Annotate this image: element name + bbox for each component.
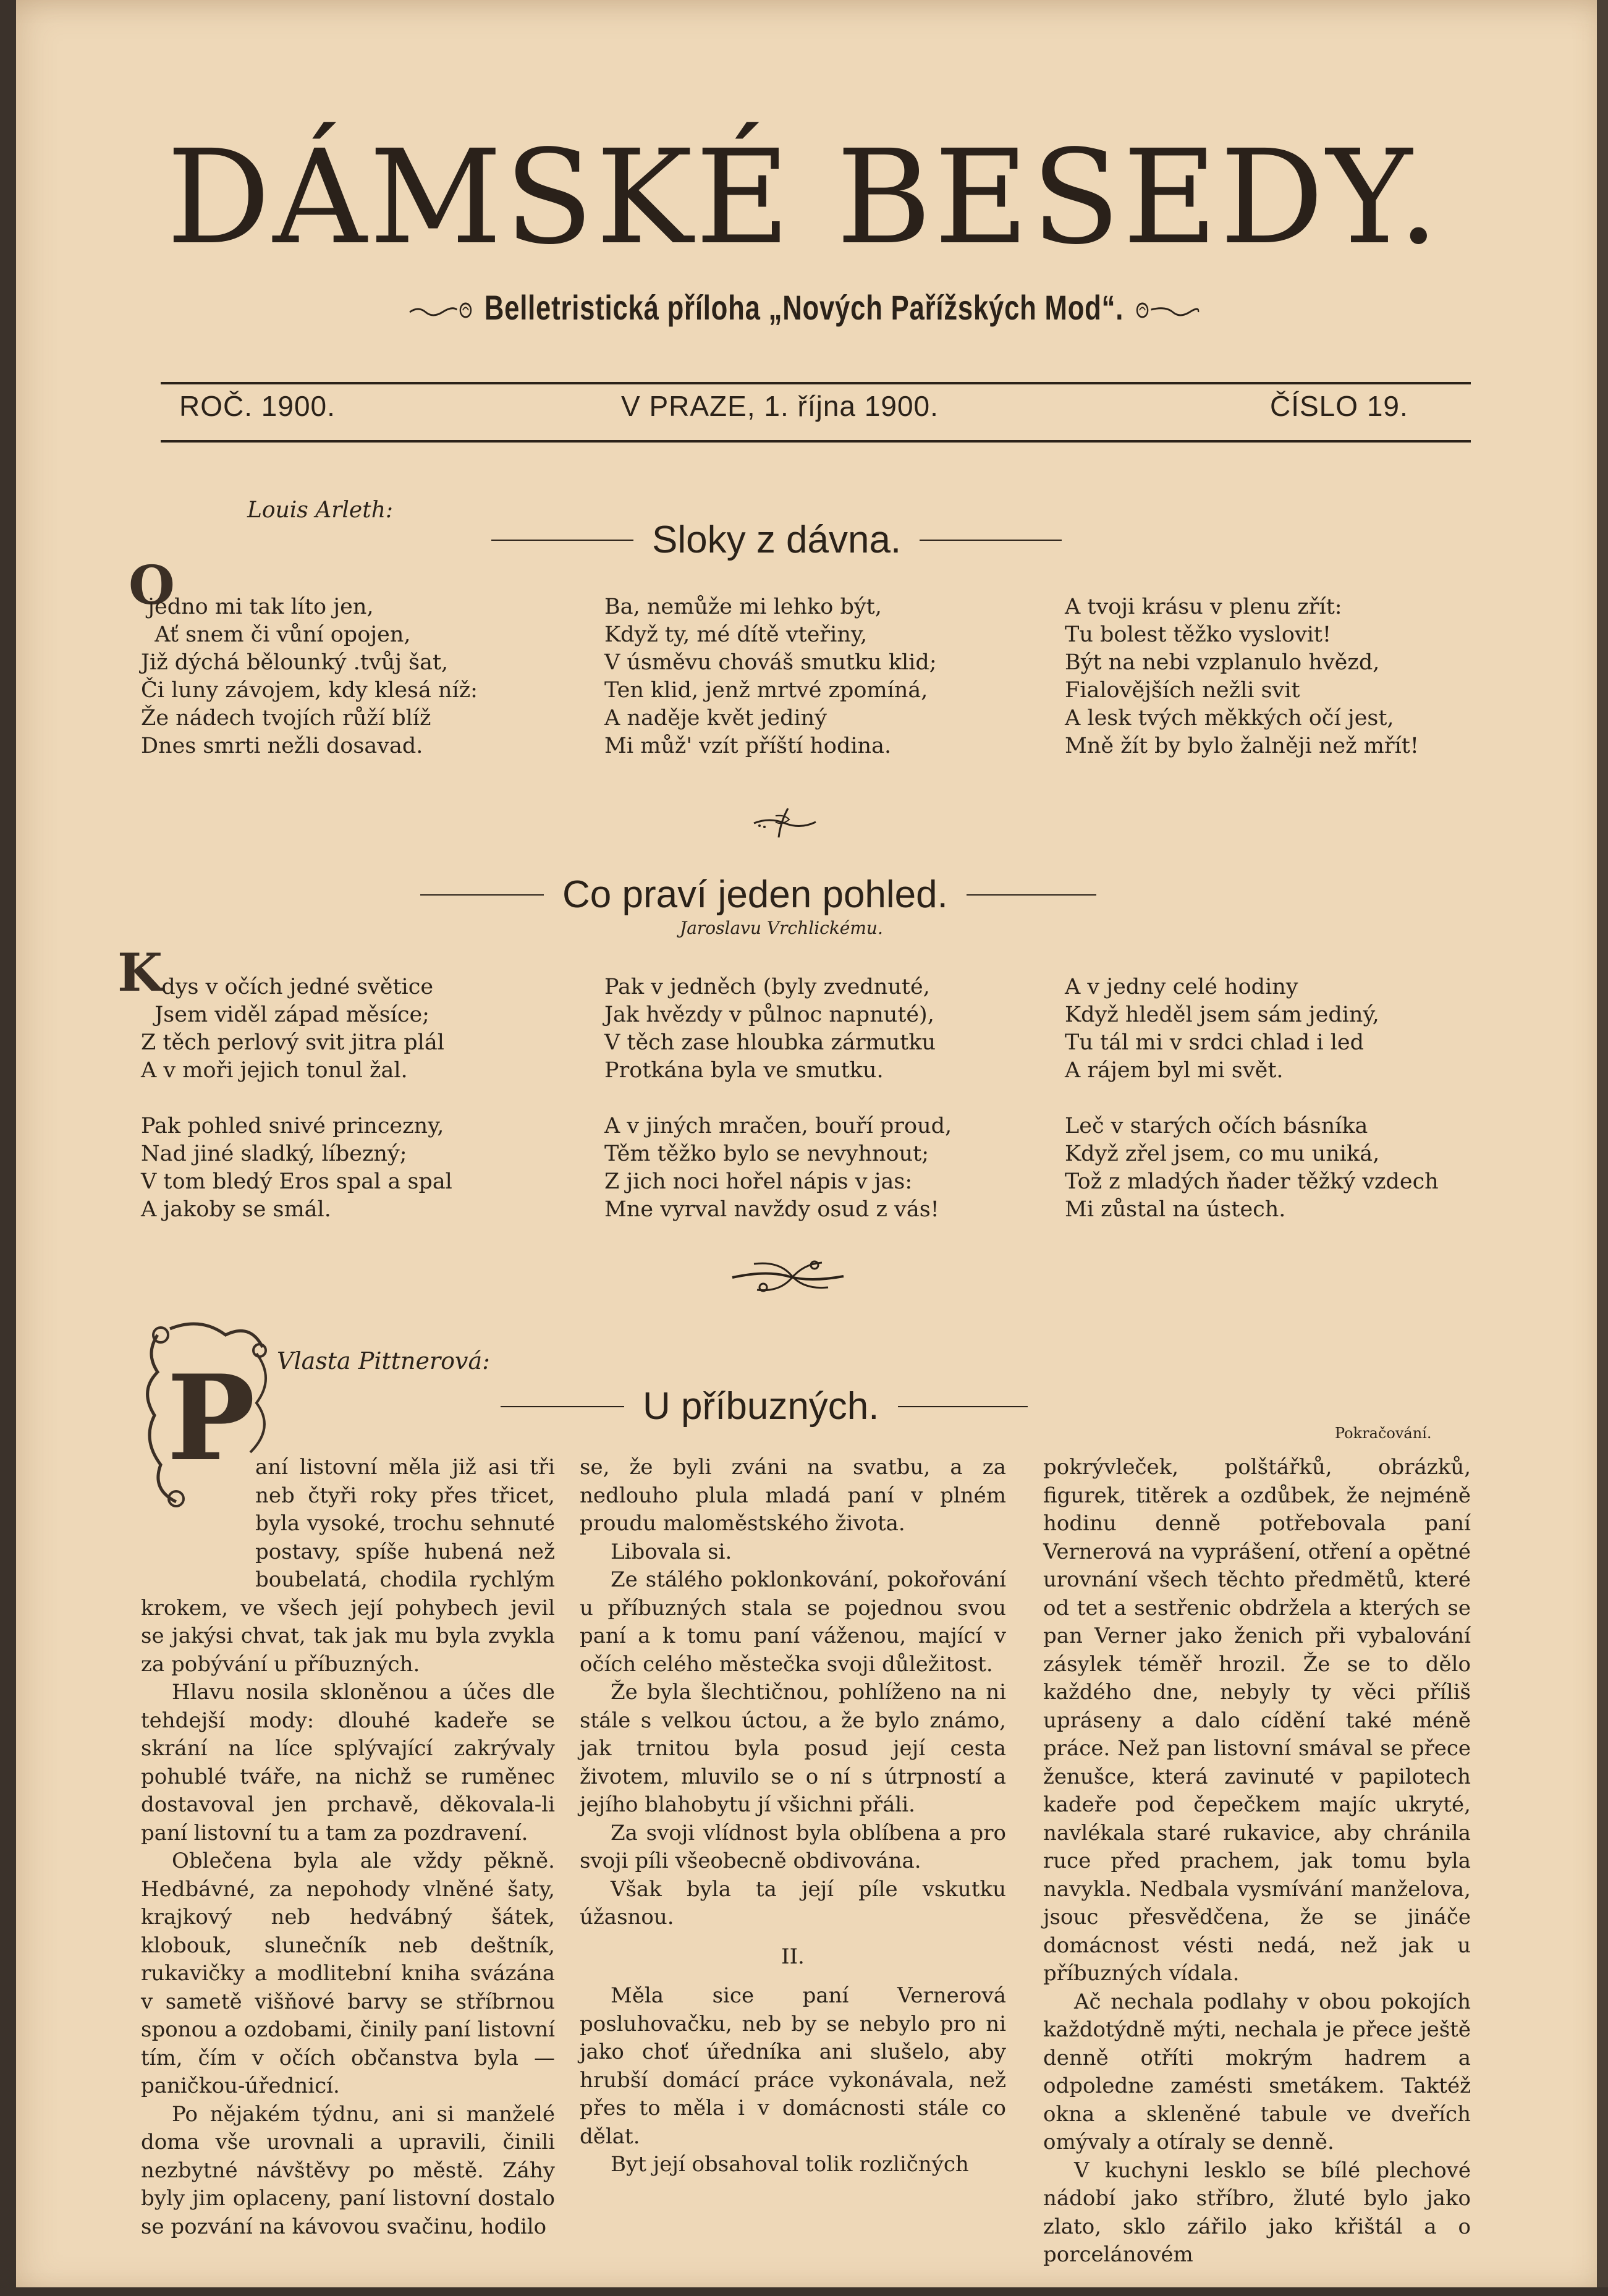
large-fleuron-icon (729, 1252, 847, 1301)
paragraph: Měla sice paní Vernerová posluhovačku, neb by se nebylo pro ni jako choť úředníka ani slušelo, aby hrubší domácí práce vykonávala, než přes to měla i v domácnosti stále co dělat. (580, 1983, 1006, 2149)
paragraph: pokrývleček, polštářků, obrázků, figurek, titěrek a ozdůbek, že nejméně hodinu denně potřebovala paní Vernerová na vyprášení, otření a opětné urovnání všech těchto předmětů, které od tet a sestřenic obdržela a kterých se pan Verner jako ženich při vybalování zásylek téměř hrozil. Že se to dělo každého dne, nebyly ty věci příliš upráseny a dalo cídění také méně práce. Než pan listovní smával se přece ženušce, která zavinuté v papilotech kadeře pod čepečkem majíc ukryté, navlékala staré rukavice, aby chránila ruce před prachem, jak tomu byla navykla. Nedbala vysmívání manželova, jsouc přesvědčena, že se jináče domácnost vésti nedá, než jak u příbuzných vídala. (1043, 1455, 1471, 1986)
paragraph: V kuchyni lesklo se bílé plechové nádobí jako stříbro, žluté bylo jako zlato, sklo zářilo jako křištál a o porcelánovém (1043, 2158, 1471, 2267)
story-initial: P (167, 1349, 255, 1487)
dateline-bottom-rule (161, 440, 1471, 443)
paragraph: se, že byli zváni na svatbu, a za nedlouho plula mladá paní v plném proudu maloměstského života. (580, 1455, 1006, 1536)
ornament-right-icon (1132, 301, 1199, 320)
story-continued-note: Pokračování. (1335, 1425, 1432, 1442)
poem1-title-row (491, 518, 1062, 562)
masthead-title: DÁMSKÉ BESEDY. (166, 122, 1442, 273)
dateline-year: ROČ. 1900. (179, 390, 336, 422)
paragraph: aní listovní měla již asi tři neb čtyři roky přes třicet, byla vysoké, trochu sehnuté postavy, spíše hubená než boubelatá, chodila rychlým krokem, ve všech její pohybech jevil se jakýsi chvat, tak jak mu byla zvykla za pobývání u příbuzných. (141, 1455, 555, 1677)
story-title: U příbuzných. (643, 1385, 879, 1428)
poem2-dedication: Jaroslavu Vrchlickému. (680, 918, 883, 938)
poem2-initial: K (117, 942, 163, 1003)
poem1-column-2: Ba, nemůže mi lehko být, Když ty, mé dítě vteřiny, V úsměvu chováš smutku klid; Ten klid, jenž mrtvé zpomíná, A naděje květ jediný Mi můž' vzít příští hodina. (604, 595, 937, 758)
story-column-1 (141, 1454, 555, 2241)
paragraph: Po nějakém týdnu, ani si manželé doma vše urovnali a upravili, činili nezbytné návštěvy po městě. Záhy byly jim oplaceny, paní listovní dostalo se pozvání na kávovou svačinu, hodilo (141, 2101, 555, 2239)
poem2-title-row (420, 873, 1096, 917)
paragraph: Byt její obsahoval tolik rozličných (611, 2152, 969, 2177)
poem1-column-1: jedno mi tak líto jen, Ať snem či vůní opojen, Již dýchá bělounký .tvůj šat, Či luny závojem, kdy klesá níž: Že nádech tvojích růží blíž Dnes smrti nežli dosavad. (141, 595, 478, 758)
poem2-column-1: dys v očích jedné světice Jsem viděl západ měsíce; Z těch perlový svit jitra plál A v moři jejich tonul žal. Pak pohled snivé princezny, Nad jiné sladký, líbezný; V tom bledý Eros spal a spal A jakoby se smál. (141, 975, 452, 1222)
dateline-issue: ČÍSLO 19. (1270, 390, 1408, 422)
paragraph: Za svoji vlídnost byla oblíbena a pro svoji píli všeobecně obdivována. (580, 1820, 1006, 1873)
title-rule-right (898, 1406, 1028, 1407)
section-number: II. (781, 1944, 805, 1969)
title-rule-left (491, 540, 633, 541)
poem2-title: Co praví jeden pohled. (562, 873, 948, 916)
initial-spacer (141, 1454, 255, 1580)
title-rule-right (967, 894, 1096, 896)
poem1-initial: O (129, 554, 175, 617)
title-rule-right (920, 540, 1062, 541)
small-fleuron-icon (751, 803, 819, 841)
page-edge-bottom (0, 2287, 1608, 2296)
paragraph: Ač nechala podlahy v obou pokojích každotýdně mýti, nechala je přece ještě denně otříti mokrým hadrem a odpoledne zamésti smetákem. Taktéž okna a skleněné tabule ve dveřích omývaly a otíraly se denně. (1043, 1989, 1471, 2154)
poem1-author: Louis Arleth: (247, 498, 394, 523)
paragraph: Ze stálého poklonkování, pokořování u příbuzných stala se pojednou svou paní a k tomu paní váženou, mající v očích celého městečka svoji důležitost. (580, 1567, 1006, 1677)
title-rule-left (501, 1406, 624, 1407)
title-rule-left (420, 894, 544, 896)
paragraph: Však byla ta její píle vskutku úžasnou. (580, 1876, 1006, 1930)
paragraph: Oblečena byla ale vždy pěkně. Hedbávné, za nepohody vlněné šaty, krajkový neb hedvábný šátek, klobouk, slunečník neb deštník, rukavičky a modlitební kniha svázána v sametě višňové barvy se stříbrnou sponou a ozdobami, činily paní listovní tím, čím v očích občanstva byla — paničkou-úřednicí. (141, 1849, 555, 2098)
paragraph: Libovala si. (611, 1539, 732, 1564)
dateline-place-date: V PRAZE, 1. října 1900. (621, 390, 939, 422)
story-title-row (501, 1384, 1028, 1428)
story-column-2 (580, 1454, 1006, 2179)
paragraph: Hlavu nosila skloněnou a účes dle tehdejší mody: dlouhé kadeře se skrání na líce splývající zakrývaly pohublé tváře, na nichž se ruměnec dostavoval jen prchavě, děkovala-li paní listovní tu a tam za pozdravení. (141, 1680, 555, 1845)
ornament-left-icon (409, 301, 476, 320)
poem1-column-3: A tvoji krásu v plenu zřít: Tu bolest těžko vyslovit! Být na nebi vzplanulo hvězd, Fialovějších nežli svit A lesk tvých měkkých očí jest, Mně žít by bylo žalněji než mřít! (1065, 595, 1419, 758)
poem2-column-2: Pak v jedněch (byly zvednuté, Jak hvězdy v půlnoc napnuté), V těch zase hloubka zármutku Protkána byla ve smutku. A v jiných mračen, bouří proud, Těm těžko bylo se nevyhnout; Z jich noci hořel nápis v jas: Mne vyrval navždy osud z vás! (604, 975, 952, 1222)
story-author: Vlasta Pittnerová: (277, 1347, 490, 1375)
subtitle-text: Belletristická příloha „Nových Pařížských Mod“. (484, 288, 1124, 327)
masthead-subtitle (177, 287, 1431, 328)
page-edge-right (1597, 0, 1608, 2296)
paragraph: Že byla šlechtičnou, pohlíženo na ni stále s velkou úctou, a že bylo známo, jak trnitou byla posud její cesta životem, mluvilo se o ní s útrpností a jejího blahobytu jí všichni přáli. (580, 1680, 1006, 1817)
story-column-3 (1043, 1454, 1471, 2269)
poem2-column-3: A v jedny celé hodiny Když hleděl jsem sám jediný, Tu tál mi v srdci chlad i led A rájem byl mi svět. Leč v starých očích básníka Když zřel jsem, co mu uniká, Tož z mladých ňader těžký vzdech Mi zůstal na ústech. (1065, 975, 1439, 1222)
dateline-top-rule (161, 382, 1471, 384)
page-edge-left (0, 0, 16, 2296)
poem1-title: Sloky z dávna. (652, 519, 902, 561)
